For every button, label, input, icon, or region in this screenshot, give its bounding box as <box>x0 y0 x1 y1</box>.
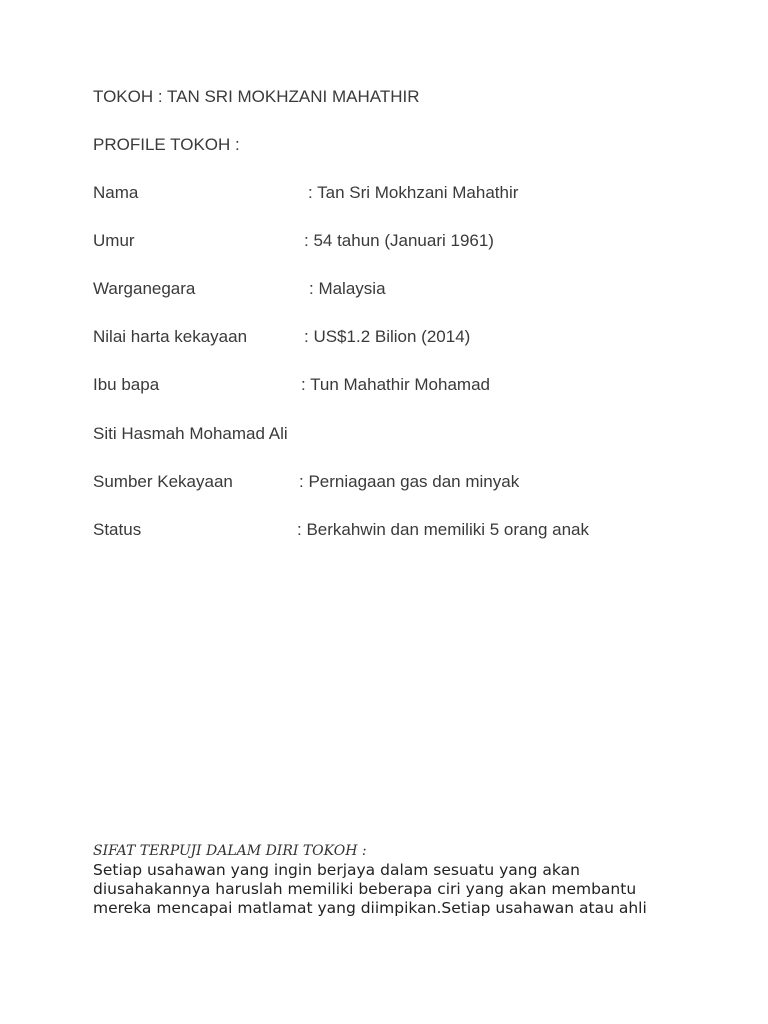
profile-value-umur: : 54 tahun (Januari 1961) <box>304 231 494 250</box>
profile-label-sumber-kekayaan: Sumber Kekayaan <box>93 472 233 491</box>
paragraph-line: diusahakannya haruslah memiliki beberapa ciri yang akan membantu <box>93 880 637 898</box>
profile-value-warganegara: : Malaysia <box>309 279 386 298</box>
profile-value-ibu-bapa: : Tun Mahathir Mohamad <box>301 375 490 394</box>
paragraph-line: mereka mencapai matlamat yang diimpikan.Setiap usahawan atau ahli <box>93 899 647 917</box>
profile-value-sumber-kekayaan: : Perniagaan gas dan minyak <box>299 472 520 491</box>
profile-label-nilai-harta: Nilai harta kekayaan <box>93 327 248 346</box>
tokoh-title: TOKOH : TAN SRI MOKHZANI MAHATHIR <box>93 87 420 106</box>
profile-value-nama: : Tan Sri Mokhzani Mahathir <box>308 183 519 202</box>
profile-heading: PROFILE TOKOH : <box>93 135 240 154</box>
profile-value-nilai-harta: : US$1.2 Bilion (2014) <box>304 327 471 346</box>
paragraph-line: Setiap usahawan yang ingin berjaya dalam sesuatu yang akan <box>93 861 580 879</box>
profile-value-status: : Berkahwin dan memiliki 5 orang anak <box>297 520 589 539</box>
profile-label-ibu-bapa: Ibu bapa <box>93 375 160 394</box>
profile-label-warganegara: Warganegara <box>93 279 196 298</box>
profile-label-nama: Nama <box>93 183 139 202</box>
profile-ibu-bapa-continued: Siti Hasmah Mohamad Ali <box>93 424 288 443</box>
profile-label-umur: Umur <box>93 231 135 250</box>
sifat-paragraph <box>93 861 693 918</box>
sifat-terpuji-heading: SIFAT TERPUJI DALAM DIRI TOKOH : <box>93 843 367 859</box>
profile-label-status: Status <box>93 520 142 539</box>
